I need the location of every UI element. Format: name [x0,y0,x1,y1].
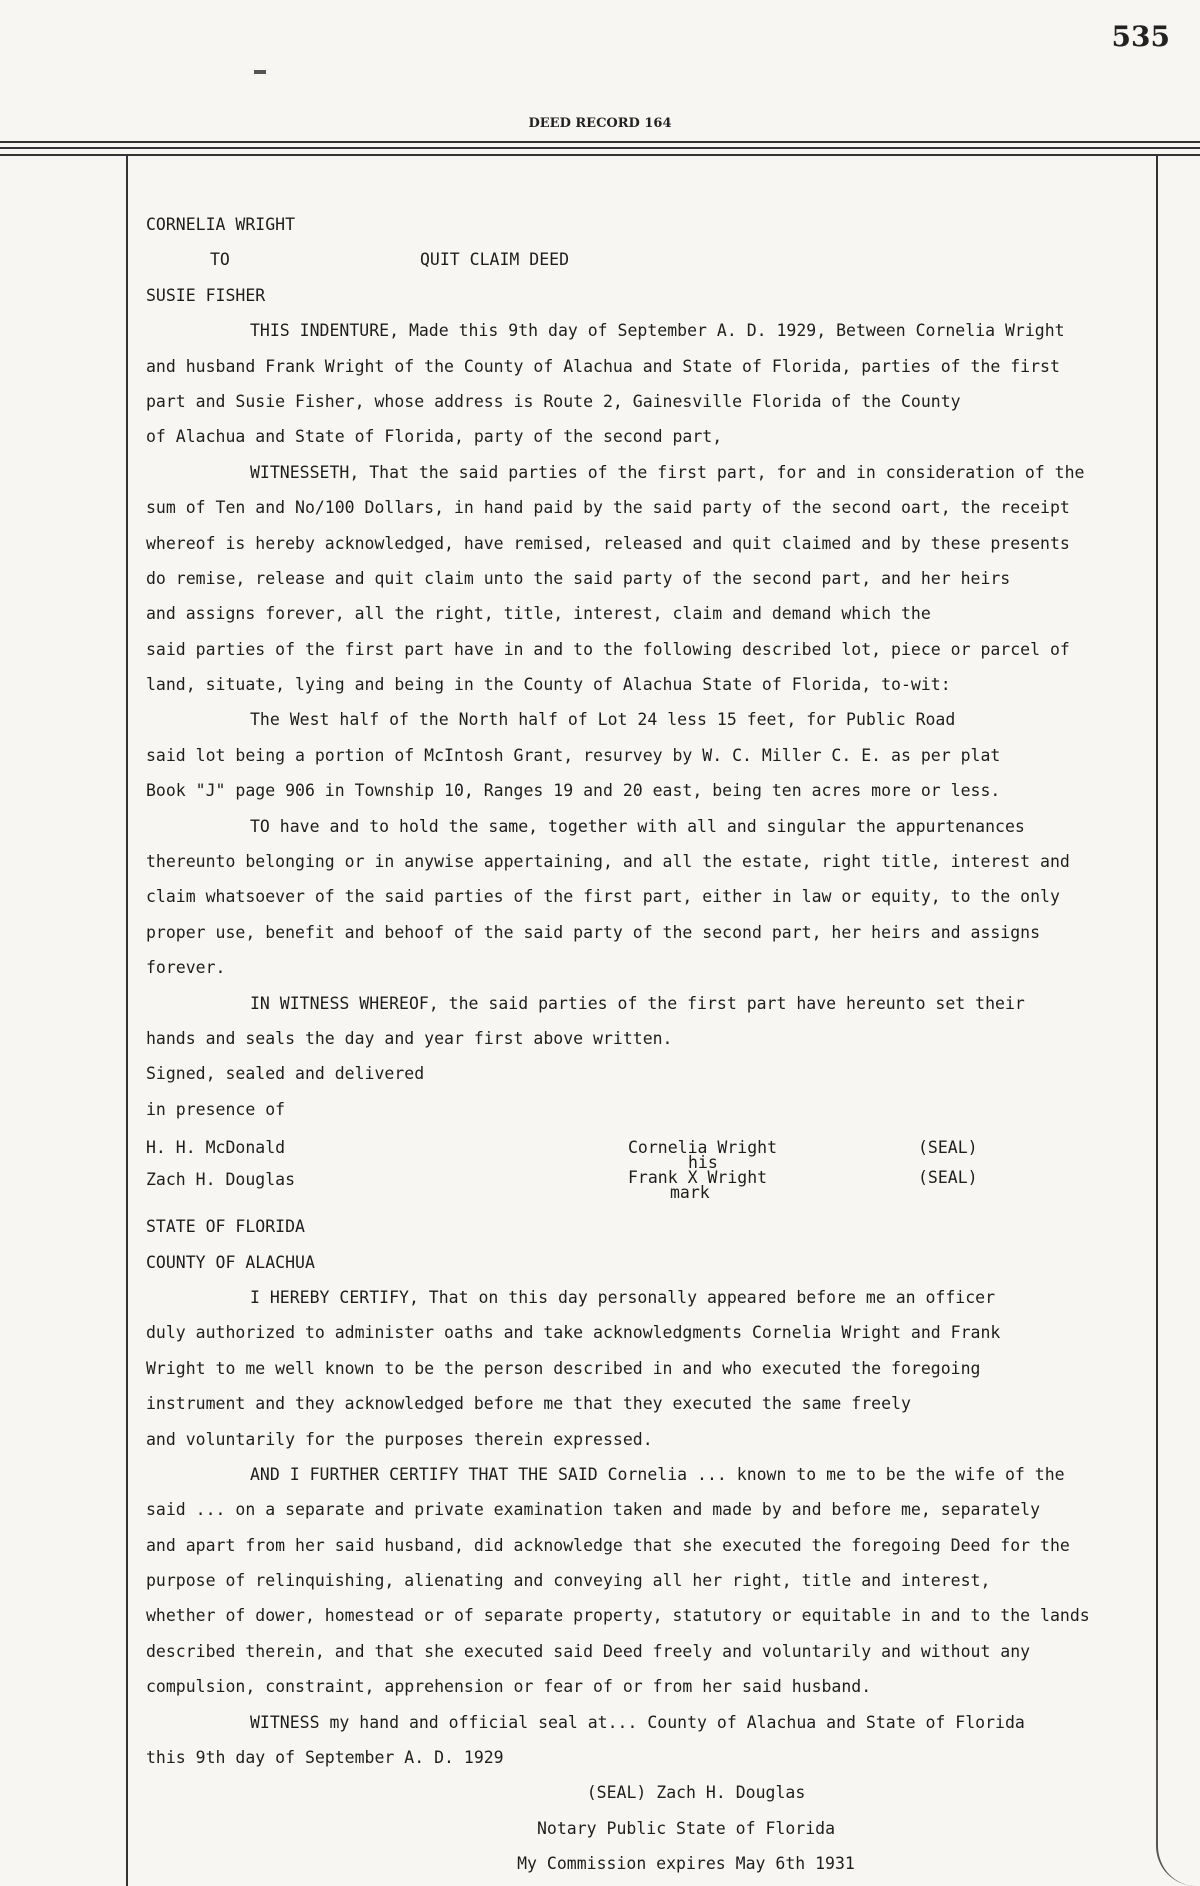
ack-line: Wright to me well known to be the person described in and who executed the foregoing [146,1358,981,1378]
body-line: and assigns forever, all the right, title, interest, claim and demand which the [146,604,931,624]
right-margin-rule [1156,154,1158,1734]
grantee-name: SUSIE FISHER [146,285,266,305]
header-rule [0,154,1200,156]
header-rule [0,141,1200,143]
left-margin-rule [126,154,128,1886]
ack-line: instrument and they acknowledged before me that they executed the same freely [146,1394,911,1414]
body-line: said parties of the first part have in and to the following described lot, piece or parcel of [146,639,1070,659]
signature-block [146,1129,1156,1203]
ack-line: and apart from her said husband, did acknowledge that she executed the foregoing Deed for the [146,1535,1070,1555]
his-label: his [688,1153,718,1173]
body-line: part and Susie Fisher, whose address is Route 2, Gainesville Florida of the County [146,391,961,411]
legal-description-line: Book "J" page 906 in Township 10, Ranges 19 and 20 east, being ten acres more or less. [146,781,1001,801]
ack-line: compulsion, constraint, apprehension or fear of or from her said husband. [146,1677,872,1697]
body-line: and husband Frank Wright of the County of Alachua and State of Florida, parties of the first [146,356,1060,376]
caption-grantee [146,278,1156,313]
caption-to: TO [210,250,230,270]
body-line: sum of Ten and No/100 Dollars, in hand paid by the said party of the second oart, the receipt [146,498,1070,518]
grantor-signature-2: Frank X Wright [628,1168,768,1188]
body-line: do remise, release and quit claim unto the said party of the second part, and her heirs [146,568,1011,588]
notary-title: Notary Public State of Florida [536,1818,835,1838]
body-line: of Alachua and State of Florida, party of the second part, [146,427,723,447]
body-line: land, situate, lying and being in the County of Alachua State of Florida, to-wit: [146,675,951,695]
body-line: in presence of [146,1099,286,1119]
running-head: DEED RECORD 164 [528,116,672,131]
venue-county: COUNTY OF ALACHUA [146,1252,315,1272]
page-corner-curl [1156,1720,1200,1886]
body-line: Signed, sealed and delivered [146,1064,425,1084]
caption-grantor [146,207,1156,242]
body-line: proper use, benefit and behoof of the said party of the second part, her heirs and assigns [146,922,1041,942]
body-line: WITNESSETH, That the said parties of the first part, for and in consideration of the [250,462,1085,482]
notary-signature: (SEAL) Zach H. Douglas [586,1783,806,1803]
page-number: 535 [1111,20,1170,53]
ack-line: AND I FURTHER CERTIFY THAT THE SAID Cornelia ... known to me to be the wife of the [250,1464,1065,1484]
body-line: TO have and to hold the same, together with all and singular the appurtenances [250,816,1025,836]
body-line: forever. [146,958,226,978]
witness-2: Zach H. Douglas [146,1170,296,1190]
ink-mark [254,70,266,74]
seal-2: (SEAL) [918,1168,978,1188]
body-line: IN WITNESS WHEREOF, the said parties of the first part have hereunto set their [250,993,1025,1013]
notary-commission: My Commission expires May 6th 1931 [517,1854,855,1874]
ack-line: duly authorized to administer oaths and take acknowledgments Cornelia Wright and Frank [146,1323,1001,1343]
seal-1: (SEAL) [918,1138,978,1158]
deed-title: QUIT CLAIM DEED [420,250,570,270]
body-line: thereunto belonging or in anywise appertaining, and all the estate, right title, interest and [146,852,1070,872]
ack-line: purpose of relinquishing, alienating and conveying all her right, title and interest, [146,1571,991,1591]
body-line: THIS INDENTURE, Made this 9th day of September A. D. 1929, Between Cornelia Wright [250,321,1065,341]
venue-state: STATE OF FLORIDA [146,1217,305,1237]
legal-description-line: said lot being a portion of McIntosh Grant, resurvey by W. C. Miller C. E. as per plat [146,745,1001,765]
deed-document [146,207,1156,1882]
legal-description-line: The West half of the North half of Lot 24 less 15 feet, for Public Road [250,710,956,730]
body-line: whereof is hereby acknowledged, have remised, released and quit claimed and by these presents [146,533,1070,553]
body-line: hands and seals the day and year first above written. [146,1028,673,1048]
body-line: claim whatsoever of the said parties of the first part, either in law or equity, to the only [146,887,1060,907]
ack-line: I HEREBY CERTIFY, That on this day personally appeared before me an officer [250,1287,996,1307]
ack-line: whether of dower, homestead or of separate property, statutory or equitable in and to the lands [146,1606,1090,1626]
ack-line: this 9th day of September A. D. 1929 [146,1748,504,1768]
caption-to-line [146,242,1156,277]
ack-line: and voluntarily for the purposes therein expressed. [146,1429,653,1449]
witness-1: H. H. McDonald [146,1138,286,1158]
grantor-signature-1: Cornelia Wright [628,1138,778,1158]
ack-line: described therein, and that she executed said Deed freely and voluntarily and without any [146,1641,1031,1661]
mark-label: mark [670,1183,710,1203]
header-rule [0,147,1200,149]
ack-line: WITNESS my hand and official seal at... County of Alachua and State of Florida [250,1712,1025,1732]
grantor-name: CORNELIA WRIGHT [146,215,296,234]
ack-line: said ... on a separate and private examination taken and made by and before me, separately [146,1500,1041,1520]
